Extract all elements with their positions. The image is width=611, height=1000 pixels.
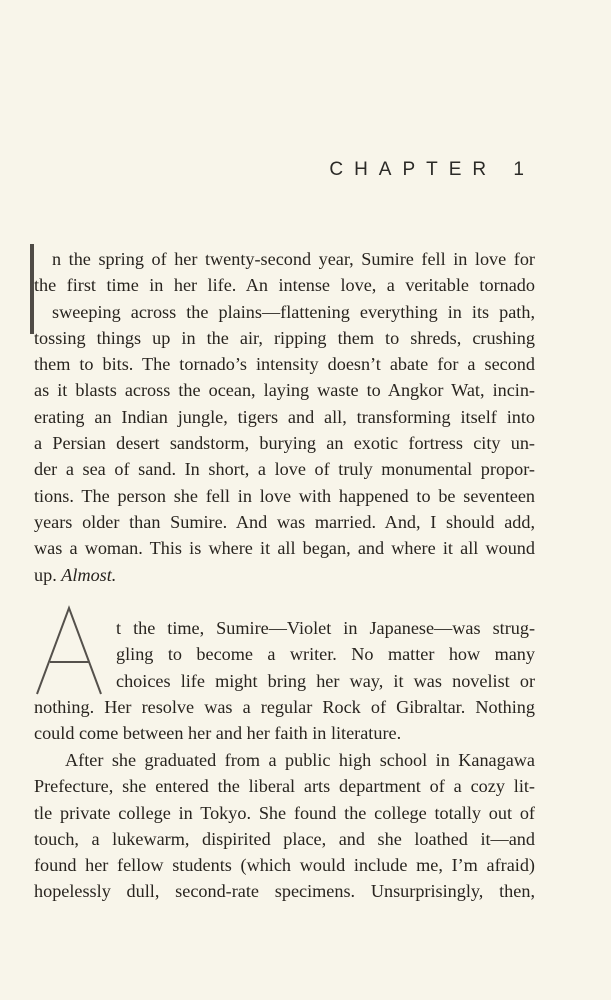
paragraph-1-line-5: them to bits. The tornado’s intensity doesn’t abate for a second — [34, 354, 535, 375]
paragraph-2-line-1: t the time, Sumire—Violet in Japanese—was strug- — [116, 618, 535, 638]
paragraph-2-line-4: nothing. Her resolve was a regular Rock of Gibraltar. Nothing — [34, 696, 535, 717]
paragraph-3-line-6: hopelessly dull, second-rate specimens. Unsurprisingly, then, — [34, 881, 535, 902]
paragraph-1-line-6: as it blasts across the ocean, laying waste to Angkor Wat, incin- — [34, 380, 535, 401]
paragraph-1-final-word: up. — [34, 564, 57, 585]
paragraph-2 — [34, 615, 535, 746]
paragraph-3-line-5: found her fellow students (which would include me, I’m afraid) — [34, 855, 535, 876]
paragraph-1-line-8: a Persian desert sandstorm, burying an exotic fortress city un- — [34, 433, 535, 454]
paragraph-1-line-2: the first time in her life. An intense love, a veritable tornado — [34, 275, 535, 296]
paragraph-2-line-2: gling to become a writer. No matter how many — [116, 644, 535, 665]
paragraph-1-line-1: n the spring of her twenty-second year, Sumire fell in love for — [52, 249, 535, 269]
paragraph-3-line-2: Prefecture, she entered the liberal arts department of a cozy lit- — [34, 776, 535, 797]
paragraph-3-line-4: touch, a lukewarm, dispirited place, and she loathed it—and — [34, 828, 535, 849]
paragraph-1-line-3: sweeping across the plains—flattening everything in its path, — [52, 301, 535, 322]
paragraph-2-line-5: could come between her and her faith in literature. — [34, 723, 402, 744]
paragraph-2-line-3: choices life might bring her way, it was novelist or — [116, 670, 535, 691]
paragraph-1-line-10: tions. The person she fell in love with happened to be seventeen — [34, 485, 535, 506]
paragraph-3 — [34, 747, 535, 905]
paragraph-1-line-12: was a woman. This is where it all began, and where it all wound — [34, 538, 535, 559]
paragraph-1-italic-ending: Almost. — [61, 564, 117, 585]
paragraph-1-line-13 — [34, 562, 535, 588]
paragraph-1-line-11: years older than Sumire. And was married. And, I should add, — [34, 511, 535, 532]
paragraph-1-line-4: tossing things up in the air, ripping them to shreds, crushing — [34, 327, 535, 348]
paragraph-3-line-3: tle private college in Tokyo. She found the college totally out of — [34, 802, 535, 823]
paragraph-1-line-9: der a sea of sand. In short, a love of truly monumental propor- — [34, 459, 535, 480]
paragraph-1 — [34, 246, 535, 588]
paragraph-1-line-7: erating an Indian jungle, tigers and all, transforming itself into — [34, 406, 535, 427]
paragraph-3-line-1: After she graduated from a public high school in Kanagawa — [65, 750, 535, 770]
chapter-heading: CHAPTER 1 — [329, 159, 535, 180]
